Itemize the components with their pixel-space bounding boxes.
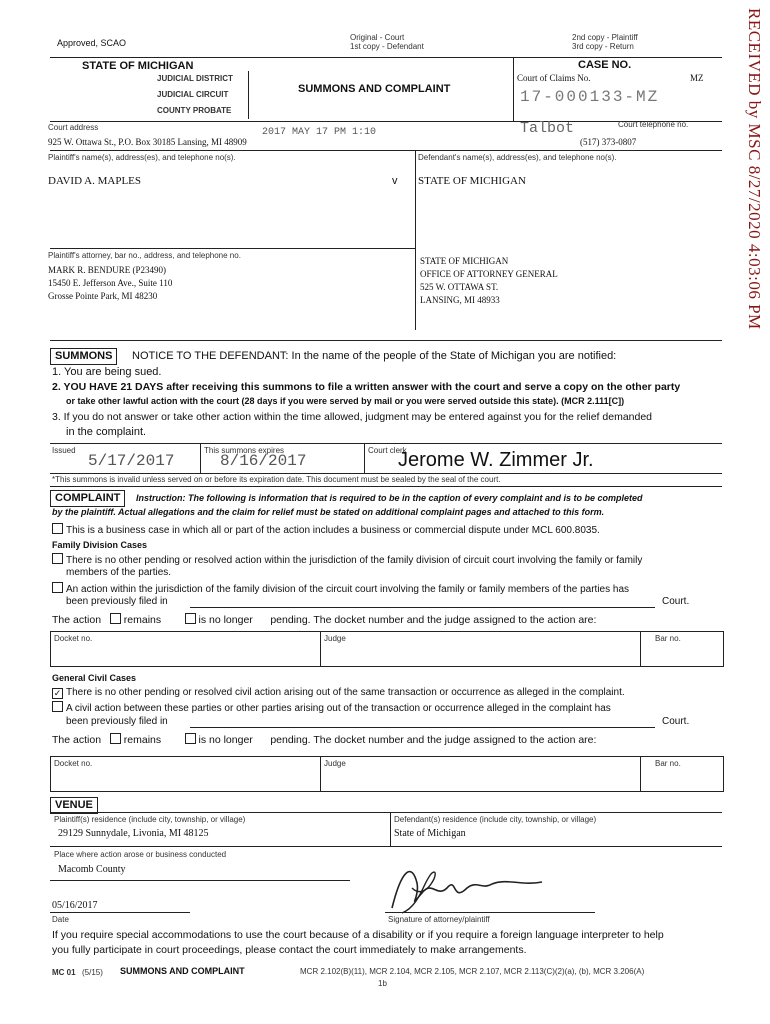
footer-rules: MCR 2.102(B)(11), MCR 2.104, MCR 2.105, MCR 2.107, MCR 2.113(C)(2)(a), (b), MCR 3.206(A) — [300, 967, 645, 976]
family-remains-label: remains — [123, 614, 162, 626]
family-action-row — [52, 613, 596, 626]
defendant-name: STATE OF MICHIGAN — [418, 175, 526, 187]
court-telephone: (517) 373-0807 — [580, 137, 637, 147]
state-heading: STATE OF MICHIGAN — [82, 60, 194, 72]
plaintiff-name: DAVID A. MAPLES — [48, 175, 142, 187]
approved-label: Approved, SCAO — [57, 38, 127, 48]
judicial-district-label: JUDICIAL DISTRICT — [157, 74, 233, 83]
defendant-residence: State of Michigan — [394, 828, 466, 839]
civil-no-longer-label: is no longer — [198, 734, 253, 746]
family-heading: Family Division Cases — [52, 540, 148, 550]
civil-action-label: The action — [52, 734, 102, 746]
defendant-label: Defendant's name(s), address(es), and telephone no(s). — [418, 153, 617, 162]
summons-item-2a: 2. YOU HAVE 21 DAYS after receiving this summons to file a written answer with the court and serve a copy on the other party — [52, 381, 681, 393]
footer-title: SUMMONS AND COMPLAINT — [120, 966, 245, 976]
family-2-checkbox[interactable] — [52, 582, 63, 593]
place-label: Place where action arose or business conducted — [54, 850, 227, 859]
complaint-instruction-2: by the plaintiff. Actual allegations and the claim for relief must be stated on additional complaint pages and attached to this form. — [52, 507, 605, 517]
family-option-2 — [52, 582, 629, 595]
summons-tag: SUMMONS — [50, 348, 117, 365]
filing-date-stamp: 2017 MAY 17 PM 1:10 — [262, 127, 377, 138]
date-label: Date — [52, 915, 69, 924]
attorney-signature — [372, 858, 552, 918]
issued-date: 5/17/2017 — [88, 452, 175, 470]
signature-date: 05/16/2017 — [52, 900, 98, 911]
family-docket-box — [50, 631, 724, 667]
court-of-claims-label: Court of Claims No. — [517, 73, 591, 83]
complaint-instruction: Instruction: The following is information that is required to be in the caption of every complaint and is to be completed — [136, 493, 643, 503]
attorney-line-2: 15450 E. Jefferson Ave., Suite 110 — [48, 278, 173, 288]
defendant-address-1: STATE OF MICHIGAN — [420, 256, 509, 266]
business-case-row — [52, 523, 600, 536]
summons-item-3a: 3. If you do not answer or take other action within the time allowed, judgment may be entered against you for the relief demanded — [52, 411, 653, 423]
civil-1-checkbox[interactable]: ✓ — [53, 688, 62, 698]
civil-2-checkbox[interactable] — [52, 701, 63, 712]
form-date: (5/15) — [82, 968, 103, 977]
civil-court-word: Court. — [662, 716, 690, 727]
received-stamp: RECEIVED by MSC 8/27/2020 4:03:06 PM — [745, 8, 764, 330]
issued-label: Issued — [52, 446, 76, 455]
attorney-label: Plaintiff's attorney, bar no., address, and telephone no. — [48, 251, 241, 260]
form-number: MC 01 — [52, 968, 76, 977]
family-1-text-b: members of the parties. — [66, 567, 172, 578]
civil-remains-label: remains — [123, 734, 162, 746]
copy-third: 3rd copy - Return — [572, 42, 634, 51]
court-address: 925 W. Ottawa St., P.O. Box 30185 Lansing, MI 48909 — [48, 137, 247, 147]
attorney-line-3: Grosse Pointe Park, MI 48230 — [48, 291, 158, 301]
family-remains-checkbox[interactable] — [110, 613, 121, 624]
page-number: 1b — [378, 979, 387, 988]
form-title: SUMMONS AND COMPLAINT — [298, 83, 451, 95]
copy-original: Original - Court — [350, 33, 405, 42]
family-2-text: An action within the jurisdiction of the family division of the circuit court involving the family or family members of the parties has — [66, 584, 630, 595]
signature-label: Signature of attorney/plaintiff — [388, 915, 490, 924]
business-case-text: This is a business case in which all or part of the action includes a business or commercial dispute under MCL 600.8035. — [66, 525, 600, 536]
family-pending-text: pending. The docket number and the judge assigned to the action are: — [270, 614, 597, 626]
venue-tag: VENUE — [50, 797, 98, 814]
family-1-checkbox[interactable] — [52, 553, 63, 564]
summons-item-2b: or take other lawful action with the court (28 days if you were served by mail or you were served outside this state). (MCR 2.111[C]) — [66, 396, 625, 406]
family-no-longer-label: is no longer — [198, 614, 253, 626]
plaintiff-residence: 29129 Sunnydale, Livonia, MI 48125 — [58, 828, 209, 839]
case-no-label: CASE NO. — [578, 59, 632, 71]
accommodation-line-1: If you require special accommodations to use the court because of a disability or if you require a foreign language interpreter to help — [52, 929, 664, 941]
complaint-tag: COMPLAINT — [50, 490, 125, 507]
civil-bar-label: Bar no. — [655, 759, 681, 768]
clerk-name: Jerome W. Zimmer Jr. — [398, 449, 594, 471]
court-address-label: Court address — [48, 123, 99, 132]
case-number-stamp: 17-000133-MZ — [520, 88, 660, 106]
family-docket-label: Docket no. — [54, 634, 93, 643]
civil-pending-text: pending. The docket number and the judge assigned to the action are: — [270, 734, 597, 746]
court-telephone-label: Court telephone no. — [618, 120, 689, 129]
family-1-text: There is no other pending or resolved action within the jurisdiction of the family division of circuit court involving the family or family — [66, 555, 643, 566]
expires-date: 8/16/2017 — [220, 452, 307, 470]
defendant-address-2: OFFICE OF ATTORNEY GENERAL — [420, 269, 558, 279]
copy-first: 1st copy - Defendant — [350, 42, 424, 51]
business-case-checkbox[interactable] — [52, 523, 63, 534]
expires-label: This summons expires — [204, 446, 285, 455]
civil-2-text-b: been previously filed in — [66, 716, 168, 727]
civil-option-1 — [52, 687, 625, 699]
judicial-circuit-label: JUDICIAL CIRCUIT — [157, 90, 229, 99]
judge-stamp: Talbot — [520, 120, 575, 137]
family-judge-label: Judge — [324, 634, 346, 643]
defendant-residence-label: Defendant(s) residence (include city, township, or village) — [394, 815, 597, 824]
summons-item-1: 1. You are being sued. — [52, 366, 162, 378]
civil-heading: General Civil Cases — [52, 673, 137, 683]
place-value: Macomb County — [58, 864, 126, 875]
accommodation-line-2: you fully participate in court proceedings, please contact the court immediately to make arrangements. — [52, 944, 527, 956]
family-court-word: Court. — [662, 596, 690, 607]
civil-option-2 — [52, 701, 611, 714]
clerk-label: Court clerk — [368, 446, 407, 455]
family-bar-label: Bar no. — [655, 634, 681, 643]
copy-second: 2nd copy - Plaintiff — [572, 33, 638, 42]
invalid-note: *This summons is invalid unless served on or before its expiration date. This document must be sealed by the seal of the court. — [52, 475, 501, 484]
summons-item-3b: in the complaint. — [66, 426, 147, 438]
defendant-address-4: LANSING, MI 48933 — [420, 295, 500, 305]
county-probate-label: COUNTY PROBATE — [157, 106, 232, 115]
plaintiff-residence-label: Plaintiff(s) residence (include city, township, or village) — [54, 815, 246, 824]
family-no-longer-checkbox[interactable] — [185, 613, 196, 624]
case-suffix: MZ — [690, 73, 704, 83]
civil-judge-label: Judge — [324, 759, 346, 768]
civil-2-text: A civil action between these parties or other parties arising out of the transaction or occurrence alleged in the complaint has — [66, 703, 611, 714]
family-action-label: The action — [52, 614, 102, 626]
civil-action-row — [52, 733, 596, 746]
versus-label: v — [392, 175, 398, 187]
civil-no-longer-checkbox[interactable] — [185, 733, 196, 744]
attorney-line-1: MARK R. BENDURE (P23490) — [48, 265, 167, 275]
civil-remains-checkbox[interactable] — [110, 733, 121, 744]
family-option-1 — [52, 553, 642, 566]
civil-docket-label: Docket no. — [54, 759, 93, 768]
plaintiff-label: Plaintiff's name(s), address(es), and telephone no(s). — [48, 153, 236, 162]
civil-1-text: There is no other pending or resolved civil action arising out of the same transaction or occurrence as alleged in the complaint. — [66, 687, 625, 698]
civil-docket-box — [50, 756, 724, 792]
family-2-text-b: been previously filed in — [66, 596, 168, 607]
summons-notice: NOTICE TO THE DEFENDANT: In the name of the people of the State of Michigan you are notified: — [132, 350, 617, 362]
defendant-address-3: 525 W. OTTAWA ST. — [420, 282, 499, 292]
